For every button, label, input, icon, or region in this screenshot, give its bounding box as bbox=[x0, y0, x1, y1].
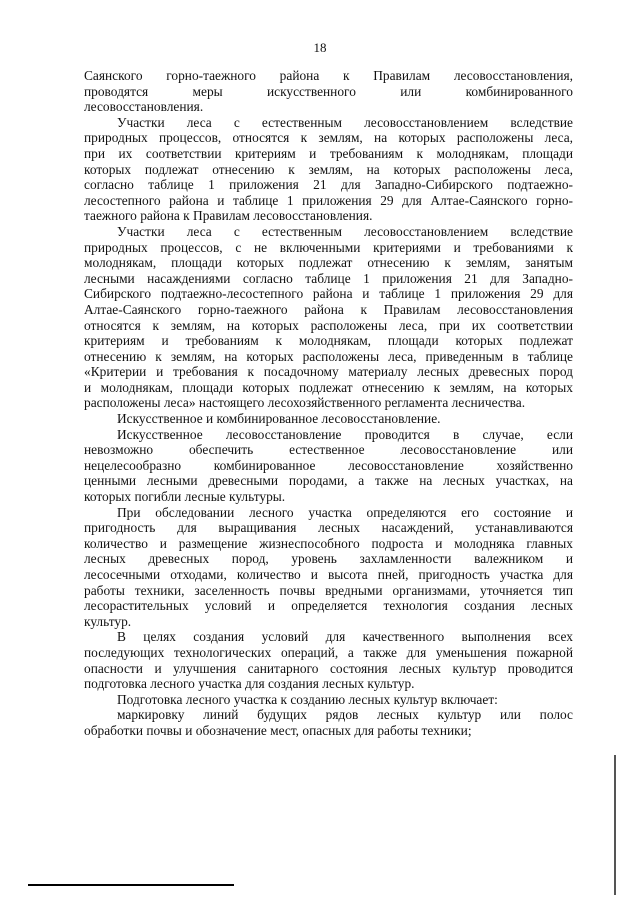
text-line: Сибирского подтаежно-лесостепного района и таблице 1 приложения 29 для bbox=[84, 286, 573, 302]
text-line: опасности и улучшения санитарного состояния лесных культур проводится bbox=[84, 660, 573, 676]
page-number: 18 bbox=[313, 40, 327, 55]
text-line: обработки почвы и обозначение мест, опасных для работы техники; bbox=[84, 722, 472, 738]
text-line: критериям и требованиям к молоднякам, площади которых подлежат bbox=[84, 333, 573, 349]
text-line: таежного района к Правилам лесовосстановления. bbox=[84, 208, 373, 224]
text-line: лесорастительных условий и определяется технология создания лесных bbox=[84, 598, 573, 614]
text-line: «Критерии и требования к посадочному материалу лесных древесных пород bbox=[84, 364, 573, 380]
text-line: В целях создания условий для качественного выполнения всех bbox=[117, 629, 573, 645]
text-line: лесовосстановления. bbox=[84, 99, 204, 115]
text-line: культур. bbox=[84, 613, 132, 629]
document-body bbox=[84, 68, 573, 739]
text-line: маркировку линий будущих рядов лесных культур или полос bbox=[117, 707, 573, 723]
text-line: согласно таблице 1 приложения 21 для Западно-Сибирского подтаежно- bbox=[84, 177, 573, 193]
text-line: Участки леса с естественным лесовосстановлением вследствие bbox=[117, 114, 573, 130]
text-line: которых подлежат отнесению к землям, на которых расположены леса, bbox=[84, 161, 573, 177]
text-line: Алтае-Саянского горно-таежного района к Правилам лесовосстановления bbox=[84, 301, 573, 317]
footer-rule bbox=[28, 884, 234, 886]
text-line: лесных древесных пород, уровень захламленности валежником и bbox=[84, 551, 573, 567]
text-line: и молоднякам, площади которых подлежат отнесению к землям, на которых bbox=[84, 379, 573, 395]
text-line: Участки леса с естественным лесовосстановлением вследствие bbox=[117, 223, 573, 239]
text-line: которых погибли лесные культуры. bbox=[84, 489, 286, 505]
text-line: Искусственное и комбинированное лесовосстановление. bbox=[117, 411, 441, 427]
text-line: Подготовка лесного участка к созданию лесных культур включает: bbox=[117, 691, 498, 707]
text-line: Искусственное лесовосстановление проводится в случае, если bbox=[117, 426, 573, 442]
text-line: количество и размещение жизнеспособного подроста и молодняка главных bbox=[84, 535, 573, 551]
text-line: проводятся меры искусственного или комбинированного bbox=[84, 83, 573, 99]
text-line: ценными лесными древесными породами, а также на лесных участках, на bbox=[84, 473, 573, 489]
text-line: подготовка лесного участка для создания лесных культур. bbox=[84, 676, 415, 692]
text-line: Саянского горно-таежного района к Правилам лесовосстановления, bbox=[84, 68, 573, 83]
text-line: работы техники, заселенность почвы вредными организмами, уточняется тип bbox=[84, 582, 573, 598]
text-line: лесными насаждениями согласно таблице 1 приложения 21 для Западно- bbox=[84, 270, 573, 286]
text-line: последующих технологических операций, а также для уменьшения пожарной bbox=[84, 644, 573, 660]
text-line: относятся к землям, на которых расположены леса, при их соответствии bbox=[84, 317, 573, 333]
text-line: природных процессов, с не включенными критериями и требованиями к bbox=[84, 239, 573, 255]
text-line: невозможно обеспечить естественное лесовосстановление или bbox=[84, 442, 573, 458]
text-line: При обследовании лесного участка определяются его состояние и bbox=[117, 504, 573, 520]
text-line: лесостепного района и таблице 1 приложения 29 для Алтае-Саянского горно- bbox=[84, 192, 573, 208]
scan-edge-mark bbox=[614, 755, 616, 895]
text-line: нецелесообразно комбинированное лесовосстановление хозяйственно bbox=[84, 457, 573, 473]
text-line: при их соответствии критериям и требованиям к молоднякам, площади bbox=[84, 145, 573, 161]
text-line: отнесению к землям, на которых расположены леса, приведенным в таблице bbox=[84, 348, 573, 364]
text-line: пригодность для выращивания лесных насаждений, устанавливаются bbox=[84, 520, 573, 536]
text-line: молоднякам, площади которых подлежат отнесению к землям, занятым bbox=[84, 255, 573, 271]
text-line: природных процессов, относятся к землям, на которых расположены леса, bbox=[84, 130, 573, 146]
text-line: расположены леса» настоящего лесохозяйственного регламента лесничества. bbox=[84, 395, 526, 411]
text-line: лесосечными отходами, количество и высота пней, пригодность участка для bbox=[84, 567, 573, 582]
